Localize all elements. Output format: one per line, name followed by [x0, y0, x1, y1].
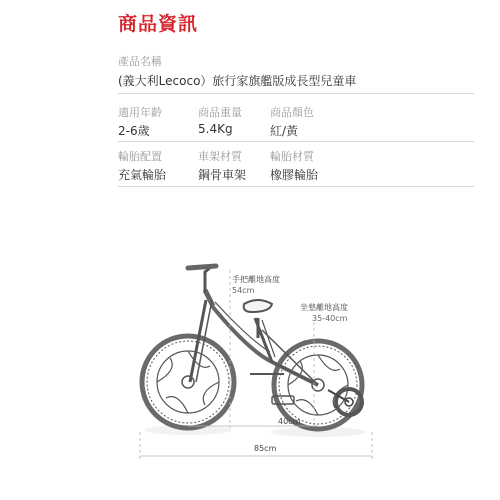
spec-weight-label: 商品重量: [198, 106, 242, 119]
product-name-label: 產品名稱: [118, 55, 162, 68]
spec-frame-material-label: 車架材質: [198, 150, 242, 163]
spec-tire-config-label: 輪胎配置: [118, 150, 162, 163]
overall-length-value: 85cm: [254, 444, 277, 453]
spec-color-label: 商品顏色: [270, 106, 314, 119]
spec-weight-value: 5.4Kg: [198, 122, 233, 136]
spec-tire-material-value: 橡膠輪胎: [270, 168, 319, 182]
spec-age-label: 適用年齡: [118, 106, 162, 119]
spec-color-value: 紅/黃: [270, 124, 299, 138]
spec-tire-config-value: 充氣輪胎: [118, 168, 167, 182]
spec-age-value: 2-6歲: [118, 124, 150, 138]
wheelbase-value: 40cm: [278, 417, 301, 426]
spec-tire-material-label: 輪胎材質: [270, 150, 314, 163]
spec-frame-material-value: 鋼骨車架: [198, 168, 247, 182]
section-title: 商品資訊: [118, 13, 199, 35]
left-wheel: [142, 336, 234, 428]
handlebar-height-label: 手把離地高度: [232, 275, 280, 284]
product-name-value: (義大利Lecoco）旅行家旗艦版成長型兒童車: [118, 74, 357, 88]
seat-height-value: 35-40cm: [312, 314, 348, 323]
handlebar-height-value: 54cm: [232, 286, 255, 295]
seat-height-label: 坐墊離地高度: [300, 303, 348, 312]
